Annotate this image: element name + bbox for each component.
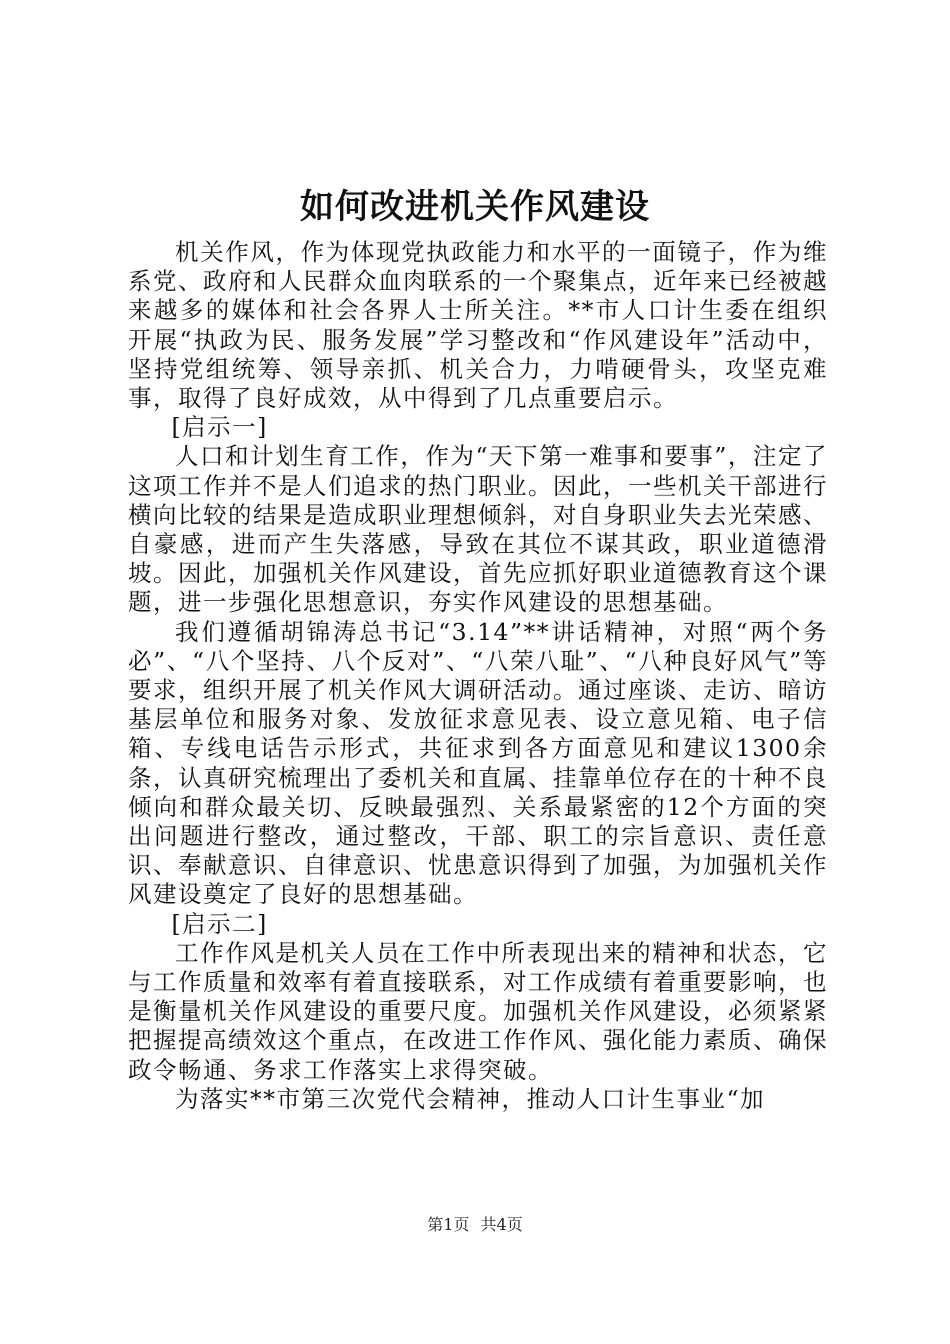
document-body <box>128 238 828 1114</box>
paragraph-section1-b: 我们遵循胡锦涛总书记“3.14”**讲话精神，对照“两个务必”、“八个坚持、八个反对”、“八荣八耻”、“八种良好风气”等要求，组织开展了机关作风大调研活动。通过座谈、走访、暗访基层单位和服务对象、发放征求意见表、设立意见箱、电子信箱、专线电话告示形式，共征求到各方面意见和建议1300余条，认真研究梳理出了委机关和直属、挂靠单位存在的十种不良倾向和群众最关切、反映最强烈、关系最紧密的12个方面的突出问题进行整改，通过整改，干部、职工的宗旨意识、责任意识、奉献意识、自律意识、忧患意识得到了加强，为加强机关作风建设奠定了良好的思想基础。 <box>128 617 828 909</box>
paragraph-intro: 机关作风，作为体现党执政能力和水平的一面镜子，作为维系党、政府和人民群众血肉联系的一个聚集点，近年来已经被越来越多的媒体和社会各界人士所关注。**市人口计生委在组织开展“执政为民、服务发展”学习整改和“作风建设年”活动中，坚持党组统筹、领导亲抓、机关合力，力啃硬骨头，攻坚克难事，取得了良好成效，从中得到了几点重要启示。 <box>128 238 828 413</box>
paragraph-section1-a: 人口和计划生育工作，作为“天下第一难事和要事”，注定了这项工作并不是人们追求的热门职业。因此，一些机关干部进行横向比较的结果是造成职业理想倾斜，对自身职业失去光荣感、自豪感，进而产生失落感，导致在其位不谋其政，职业道德滑坡。因此，加强机关作风建设，首先应抓好职业道德教育这个课题，进一步强化思想意识，夯实作风建设的思想基础。 <box>128 442 828 617</box>
document-title: 如何改进机关作风建设 <box>300 187 650 227</box>
page-total: 共4页 <box>480 1215 523 1234</box>
page-footer <box>0 1214 950 1236</box>
paragraph-section2-b: 为落实**市第三次党代会精神，推动人口计生事业“加 <box>175 1084 766 1113</box>
section-heading-1: [启示一] <box>171 413 268 442</box>
page-number: 第1页 <box>427 1215 470 1234</box>
section-heading-2: [启示二] <box>171 909 268 938</box>
paragraph-section2-a: 工作作风是机关人员在工作中所表现出来的精神和状态，它与工作质量和效率有着直接联系，对工作成绩有着重要影响，也是衡量机关作风建设的重要尺度。加强机关作风建设，必须紧紧把握提高绩效这个重点，在改进工作作风、强化能力素质、确保政令畅通、务求工作落实上求得突破。 <box>128 938 828 1084</box>
